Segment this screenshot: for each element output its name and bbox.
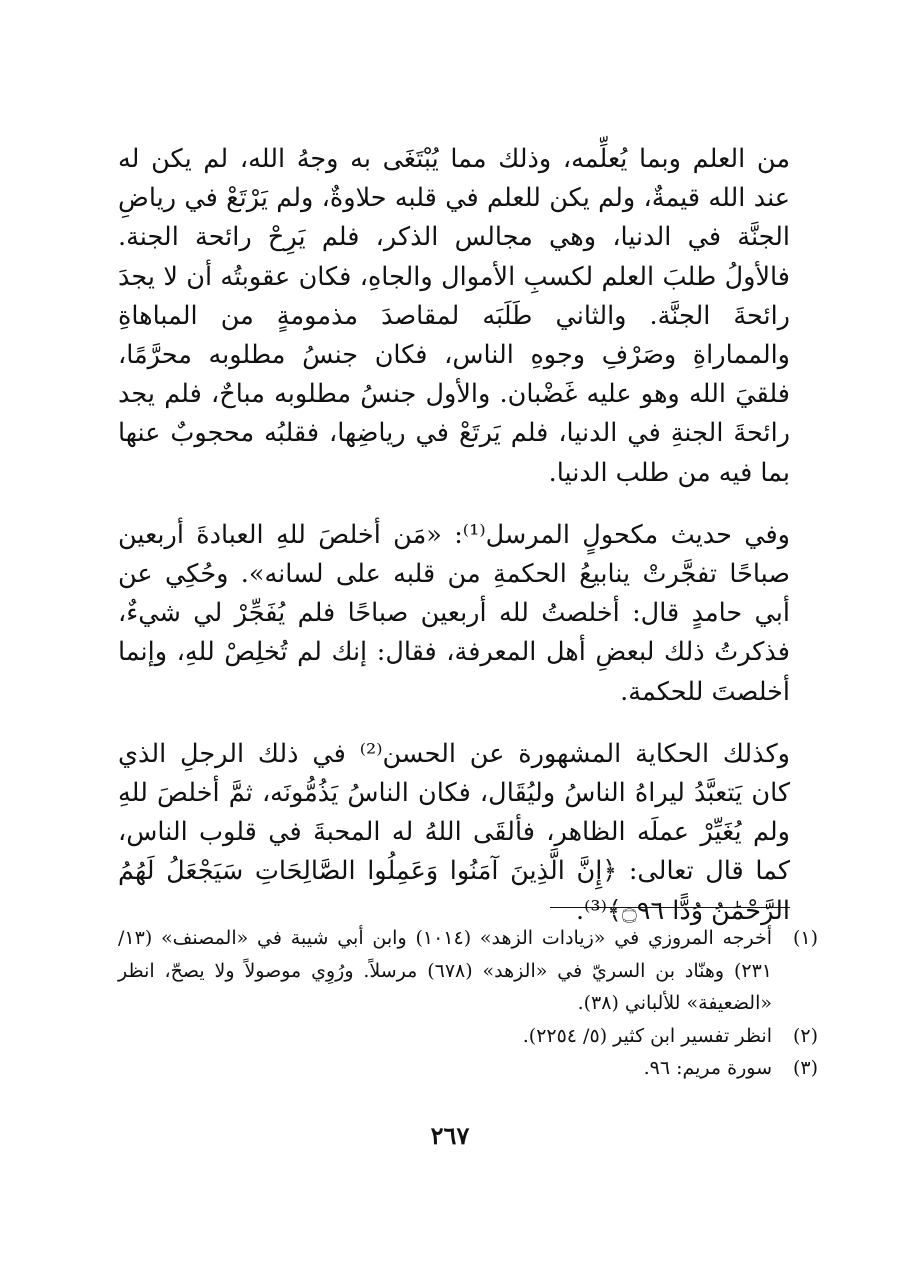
footnote-divider: [550, 907, 790, 908]
footnote-text: أخرجه المروزي في «زيادات الزهد» (١٠١٤) وابن أبي شيبة في «المصنف» (١٣/ ٢٣١) وهنّاد بن السريّ في «الزهد» (٦٧٨) مرسلاً. ورُوِي موصولاً ولا يصحّ، انظر «الضعيفة» للألباني (٣٨).: [118, 927, 773, 1014]
footnote-text: سورة مريم: ٩٦.: [643, 1057, 772, 1079]
paragraph-1: من العلم وبما يُعلِّمه، وذلك مما يُبْتَغَى به وجهُ الله، لم يكن له عند الله قيمةٌ، ولم يكن للعلم في قلبه حلاوةٌ، ولم يَرْتَعْ في رياضِ الجنَّة في الدنيا، وهي مجالس الذكر، فلم يَرِحْ رائحة الجنة. فالأولُ طلبَ العلم لكسبِ الأموال والجاهِ، فكان عقوبتُه أن لا يجدَ رائحةَ الجنَّة. والثاني طَلَبَه لمقاصدَ مذمومةٍ من المباهاةِ والمماراةِ وصَرْفِ وجوهِ الناس، فكان جنسُ مطلوبه محرَّمًا، فلقيَ الله وهو عليه غَضْبان. والأول جنسُ مطلوبه مباحٌ، فلم يجد رائحةَ الجنةِ في الدنيا، فلم يَرتَعْ في رياضِها، فقلبُه محجوبٌ عنها بما فيه من طلب الدنيا.: [118, 144, 790, 488]
footnotes: [118, 922, 818, 1085]
paragraph-2: وفي حديث مكحولٍ المرسل⁽¹⁾: «مَن أخلصَ للهِ العبادةَ أربعين صباحًا تفجَّرتْ ينابيعُ الحكمةِ من قلبه على لسانه». وحُكِي عن أبي حامدٍ قال: أخلصتُ لله أربعين صباحًا فلم يُفَجِّرْ لي شيءٌ، فذكرتُ ذلك لبعضِ أهل المعرفة، فقال: إنك لم تُخلِصْ للهِ، وإنما أخلصتَ للحكمة.: [118, 519, 790, 707]
footnote-number: (١): [792, 927, 818, 949]
paragraph-3: وكذلك الحكاية المشهورة عن الحسن⁽²⁾ في ذلك الرجلِ الذي كان يَتعبَّدُ ليراهُ الناسُ وليُقَال، فكان الناسُ يَذُمُّونَه، ثمَّ أخلصَ للهِ ولم يُغَيِّرْ عملَه الظاهر، فألقَى اللهُ له المحبةَ في قلوب الناس، كما قال تعالى: ﴿إِنَّ الَّذِينَ آمَنُوا وَعَمِلُوا الصَّالِحَاتِ سَيَجْعَلُ لَهُمُ الرَّحْمَٰنُ وُدًّا ۝٩٦﴾⁽³⁾.: [118, 738, 790, 926]
footnote-1: [118, 922, 818, 1020]
footnote-number: (٢): [792, 1024, 818, 1047]
footnote-3: [118, 1052, 818, 1085]
main-text: [118, 140, 790, 931]
page-number: ٢٦٧: [430, 1121, 470, 1150]
footnote-number: (٣): [792, 1057, 818, 1079]
footnote-2: [118, 1020, 818, 1053]
footnote-text: انظر تفسير ابن كثير (٥/ ٢٢٥٤).: [522, 1024, 772, 1047]
